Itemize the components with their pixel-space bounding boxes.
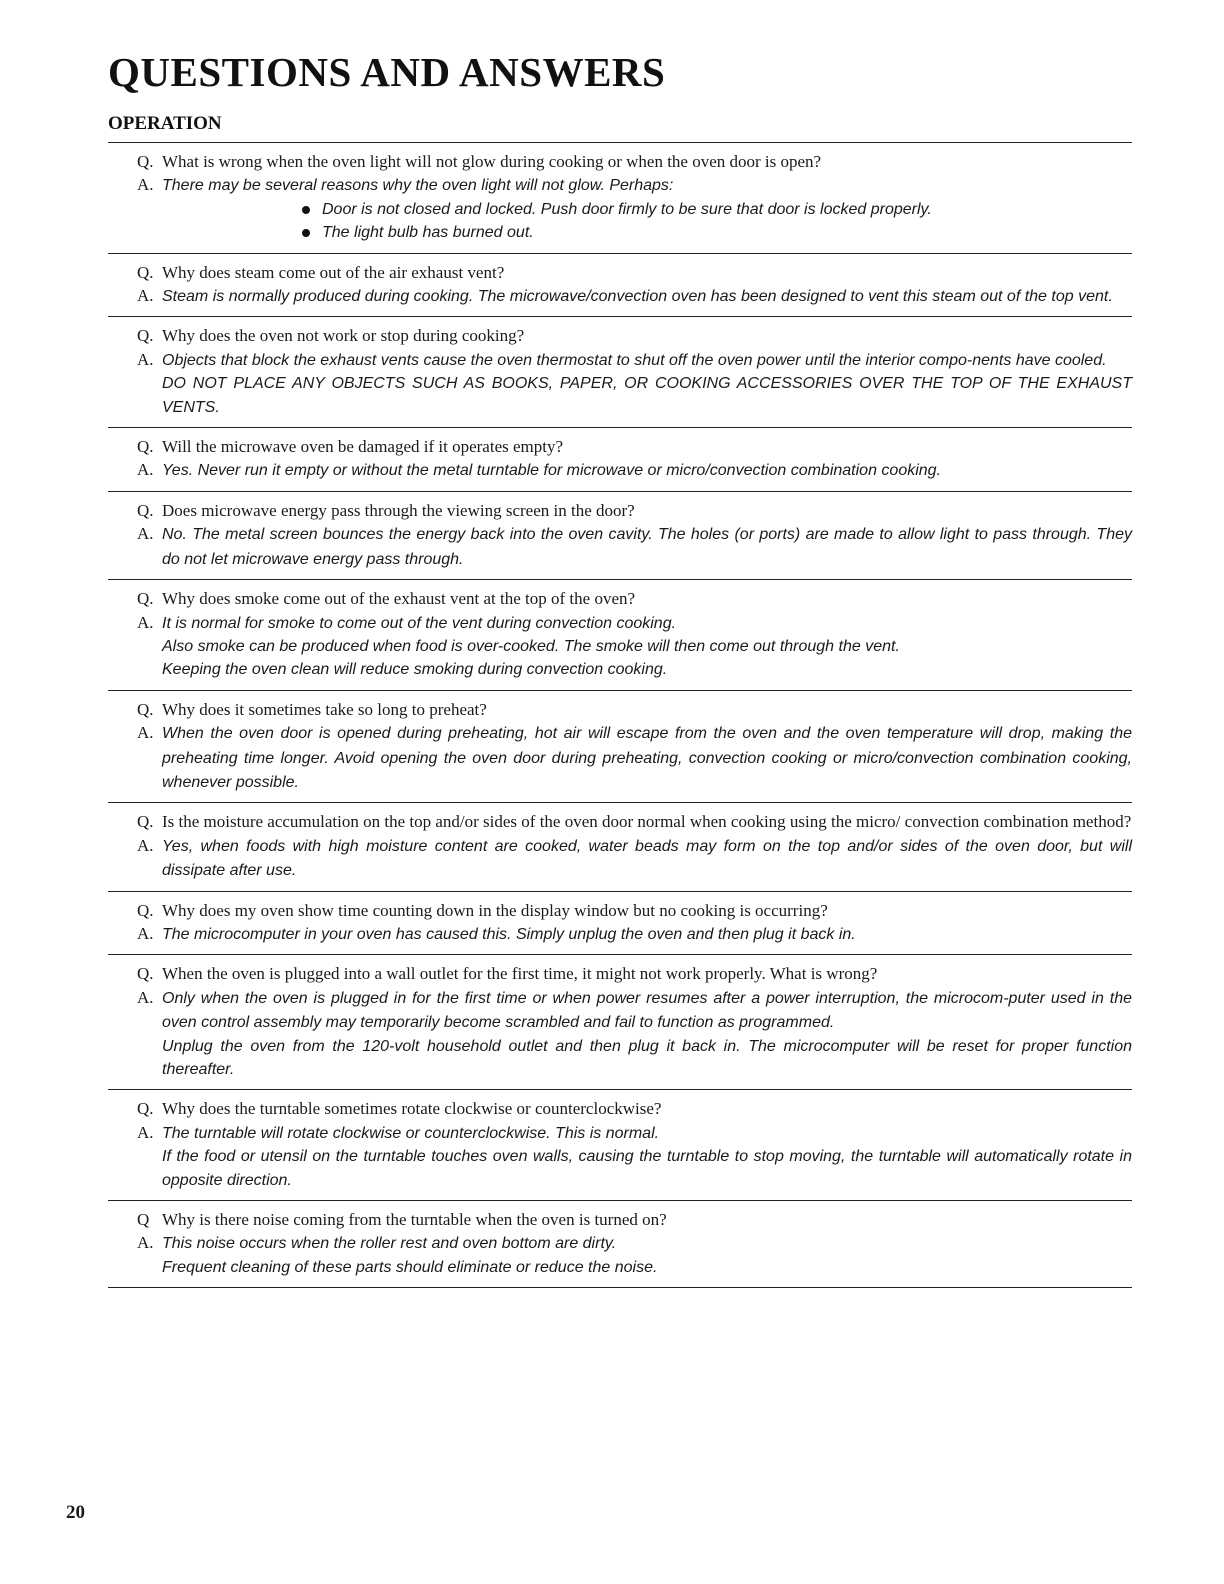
answer-text: When the oven door is opened during preheating, hot air will escape from the oven and the oven temperature will drop, making the preheating time longer. Avoid opening the oven door during preheating, convection cooking or micro/convection combination cooking, whenever possible. <box>162 725 1132 791</box>
question-prefix: Q. <box>137 152 154 171</box>
answer-text: Yes. Never run it empty or without the metal turntable for microwave or micro/convection combination cooking. <box>162 462 942 480</box>
answer-text: No. The metal screen bounces the energy back into the oven cavity. The holes (or ports) are made to allow light to pass through. They do not let microwave energy pass through. <box>162 526 1132 568</box>
answer-prefix: A. <box>137 923 154 943</box>
question-text: Why does the oven not work or stop during cooking? <box>162 326 525 346</box>
page-title: QUESTIONS AND ANSWERS <box>108 49 666 95</box>
answer-bullet <box>298 221 1132 244</box>
qa-item <box>108 579 1132 690</box>
answer-text: Objects that block the exhaust vents cause the oven thermostat to shut off the oven power until the interior compo-nents have cooled. <box>162 351 1107 369</box>
question-text: Why does my oven show time counting down in the display window but no cooking is occurring? <box>162 900 828 920</box>
answer-text: The microcomputer in your oven has caused this. Simply unplug the oven and then plug it back in. <box>162 925 856 943</box>
question-line <box>108 150 1132 173</box>
section-title: OPERATION <box>108 113 222 134</box>
answer-line <box>108 1231 1132 1255</box>
question-text: When the oven is plugged into a wall outlet for the first time, it might not work properly. What is wrong? <box>162 964 878 984</box>
question-text: Why does the turntable sometimes rotate clockwise or counterclockwise? <box>162 1099 662 1119</box>
qa-item <box>108 491 1132 579</box>
answer-prefix: A. <box>137 175 154 195</box>
answer-line <box>108 173 1132 197</box>
question-prefix: Q. <box>137 589 154 609</box>
answer-text: It is normal for smoke to come out of the vent during convection cooking. <box>162 614 677 632</box>
qa-item <box>108 891 1132 955</box>
question-line <box>108 1208 1132 1231</box>
qa-item <box>108 427 1132 491</box>
page-number: 20 <box>66 1502 85 1523</box>
answer-line <box>108 458 1132 482</box>
question-prefix: Q <box>137 1210 150 1230</box>
question-text: Does microwave energy pass through the viewing screen in the door? <box>162 500 635 520</box>
answer-text: There may be several reasons why the oven light will not glow. Perhaps: <box>162 177 674 195</box>
answer-prefix: A. <box>137 349 154 369</box>
question-text: Why does it sometimes take so long to preheat? <box>162 699 487 719</box>
answer-prefix: A. <box>137 524 154 544</box>
answer-prefix: A. <box>137 1122 154 1142</box>
answer-prefix: A. <box>137 460 154 480</box>
answer-line <box>108 922 1132 946</box>
answer-text: Yes, when foods with high moisture content are cooked, water beads may form on the top and/or sides of the oven door, but will dissipate after use. <box>162 837 1132 880</box>
question-line <box>108 899 1132 922</box>
question-prefix: Q. <box>137 699 154 719</box>
answer-prefix: A. <box>137 987 154 1007</box>
qa-item <box>108 954 1132 1089</box>
answer-line <box>108 721 1132 794</box>
qa-item <box>108 253 1132 317</box>
question-prefix: Q. <box>137 500 154 520</box>
question-line <box>108 324 1132 347</box>
bullet-dot-icon <box>302 229 310 237</box>
answer-extra-text: Also smoke can be produced when food is over-cooked. The smoke will then come out through the vent. <box>162 637 900 655</box>
answer-line <box>108 348 1132 372</box>
answer-prefix: A. <box>137 723 154 743</box>
question-line <box>108 499 1132 522</box>
question-prefix: Q. <box>137 326 154 346</box>
answer-line <box>108 1121 1132 1145</box>
bullet-dot-icon <box>302 206 310 214</box>
answer-prefix: A. <box>137 286 154 306</box>
answer-text: The turntable will rotate clockwise or counterclockwise. This is normal. <box>162 1124 660 1142</box>
answer-extra-text: Frequent cleaning of these parts should eliminate or reduce the noise. <box>162 1258 658 1276</box>
question-text: Will the microwave oven be damaged if it operates empty? <box>162 437 564 457</box>
answer-line <box>108 834 1132 883</box>
qa-list <box>108 142 1132 1288</box>
answer-text: Only when the oven is plugged in for the first time or when power resumes after a power interruption, the microcom-puter used in the oven control assembly may temporarily become scrambled and fail to function as programmed. <box>162 989 1132 1032</box>
answer-text: This noise occurs when the roller rest and oven bottom are dirty. <box>162 1235 617 1253</box>
answer-line <box>108 986 1132 1035</box>
question-prefix: Q. <box>137 1099 154 1119</box>
answer-extra-text: If the food or utensil on the turntable touches oven walls, causing the turntable to stop moving, the turntable will automatically rotate in opposite direction. <box>162 1148 1132 1189</box>
qa-item <box>108 802 1132 890</box>
question-line <box>108 962 1132 985</box>
qa-item <box>108 1200 1132 1288</box>
answer-bullet-text: The light bulb has burned out. <box>322 224 534 242</box>
qa-item <box>108 316 1132 427</box>
question-text: Why does smoke come out of the exhaust vent at the top of the oven? <box>162 589 636 609</box>
question-text: Is the moisture accumulation on the top and/or sides of the oven door normal when cooking using the micro/ convection combination method? <box>162 812 1132 832</box>
question-text: Why is there noise coming from the turntable when the oven is turned on? <box>162 1210 667 1230</box>
question-prefix: Q. <box>137 437 154 457</box>
answer-prefix: A. <box>137 1233 154 1253</box>
question-line <box>108 810 1132 833</box>
answer-prefix: A. <box>137 835 154 855</box>
answer-text: Steam is normally produced during cooking. The microwave/convection oven has been designed to vent this steam out of the top vent. <box>162 288 1113 306</box>
question-line <box>108 435 1132 458</box>
answer-line <box>108 611 1132 635</box>
answer-extra-text: Keeping the oven clean will reduce smoking during convection cooking. <box>162 661 668 679</box>
question-text: Why does steam come out of the air exhaust vent? <box>162 262 505 282</box>
answer-line <box>108 284 1132 308</box>
qa-item <box>108 142 1132 253</box>
question-prefix: Q. <box>137 900 154 920</box>
question-line <box>108 1097 1132 1120</box>
answer-extra-text: DO NOT PLACE ANY OBJECTS SUCH AS BOOKS, PAPER, OR COOKING ACCESSORIES OVER THE TOP OF THE EXHAUST VENTS. <box>162 375 1132 416</box>
question-line <box>108 261 1132 284</box>
question-prefix: Q. <box>137 812 154 832</box>
question-text: What is wrong when the oven light will not glow during cooking or when the oven door is open? <box>162 152 822 171</box>
question-prefix: Q. <box>137 262 154 282</box>
question-prefix: Q. <box>137 964 154 984</box>
qa-item <box>108 690 1132 803</box>
answer-line <box>108 522 1132 571</box>
answer-prefix: A. <box>137 612 154 632</box>
answer-extra-text: Unplug the oven from the 120-volt household outlet and then plug it back in. The microcomputer will be reset for proper function thereafter. <box>162 1037 1132 1078</box>
question-line <box>108 698 1132 721</box>
qa-item <box>108 1089 1132 1200</box>
answer-bullet <box>298 198 1132 221</box>
answer-bullet-list <box>108 198 1132 245</box>
question-line <box>108 587 1132 610</box>
answer-bullet-text: Door is not closed and locked. Push door firmly to be sure that door is locked properly. <box>322 200 932 218</box>
